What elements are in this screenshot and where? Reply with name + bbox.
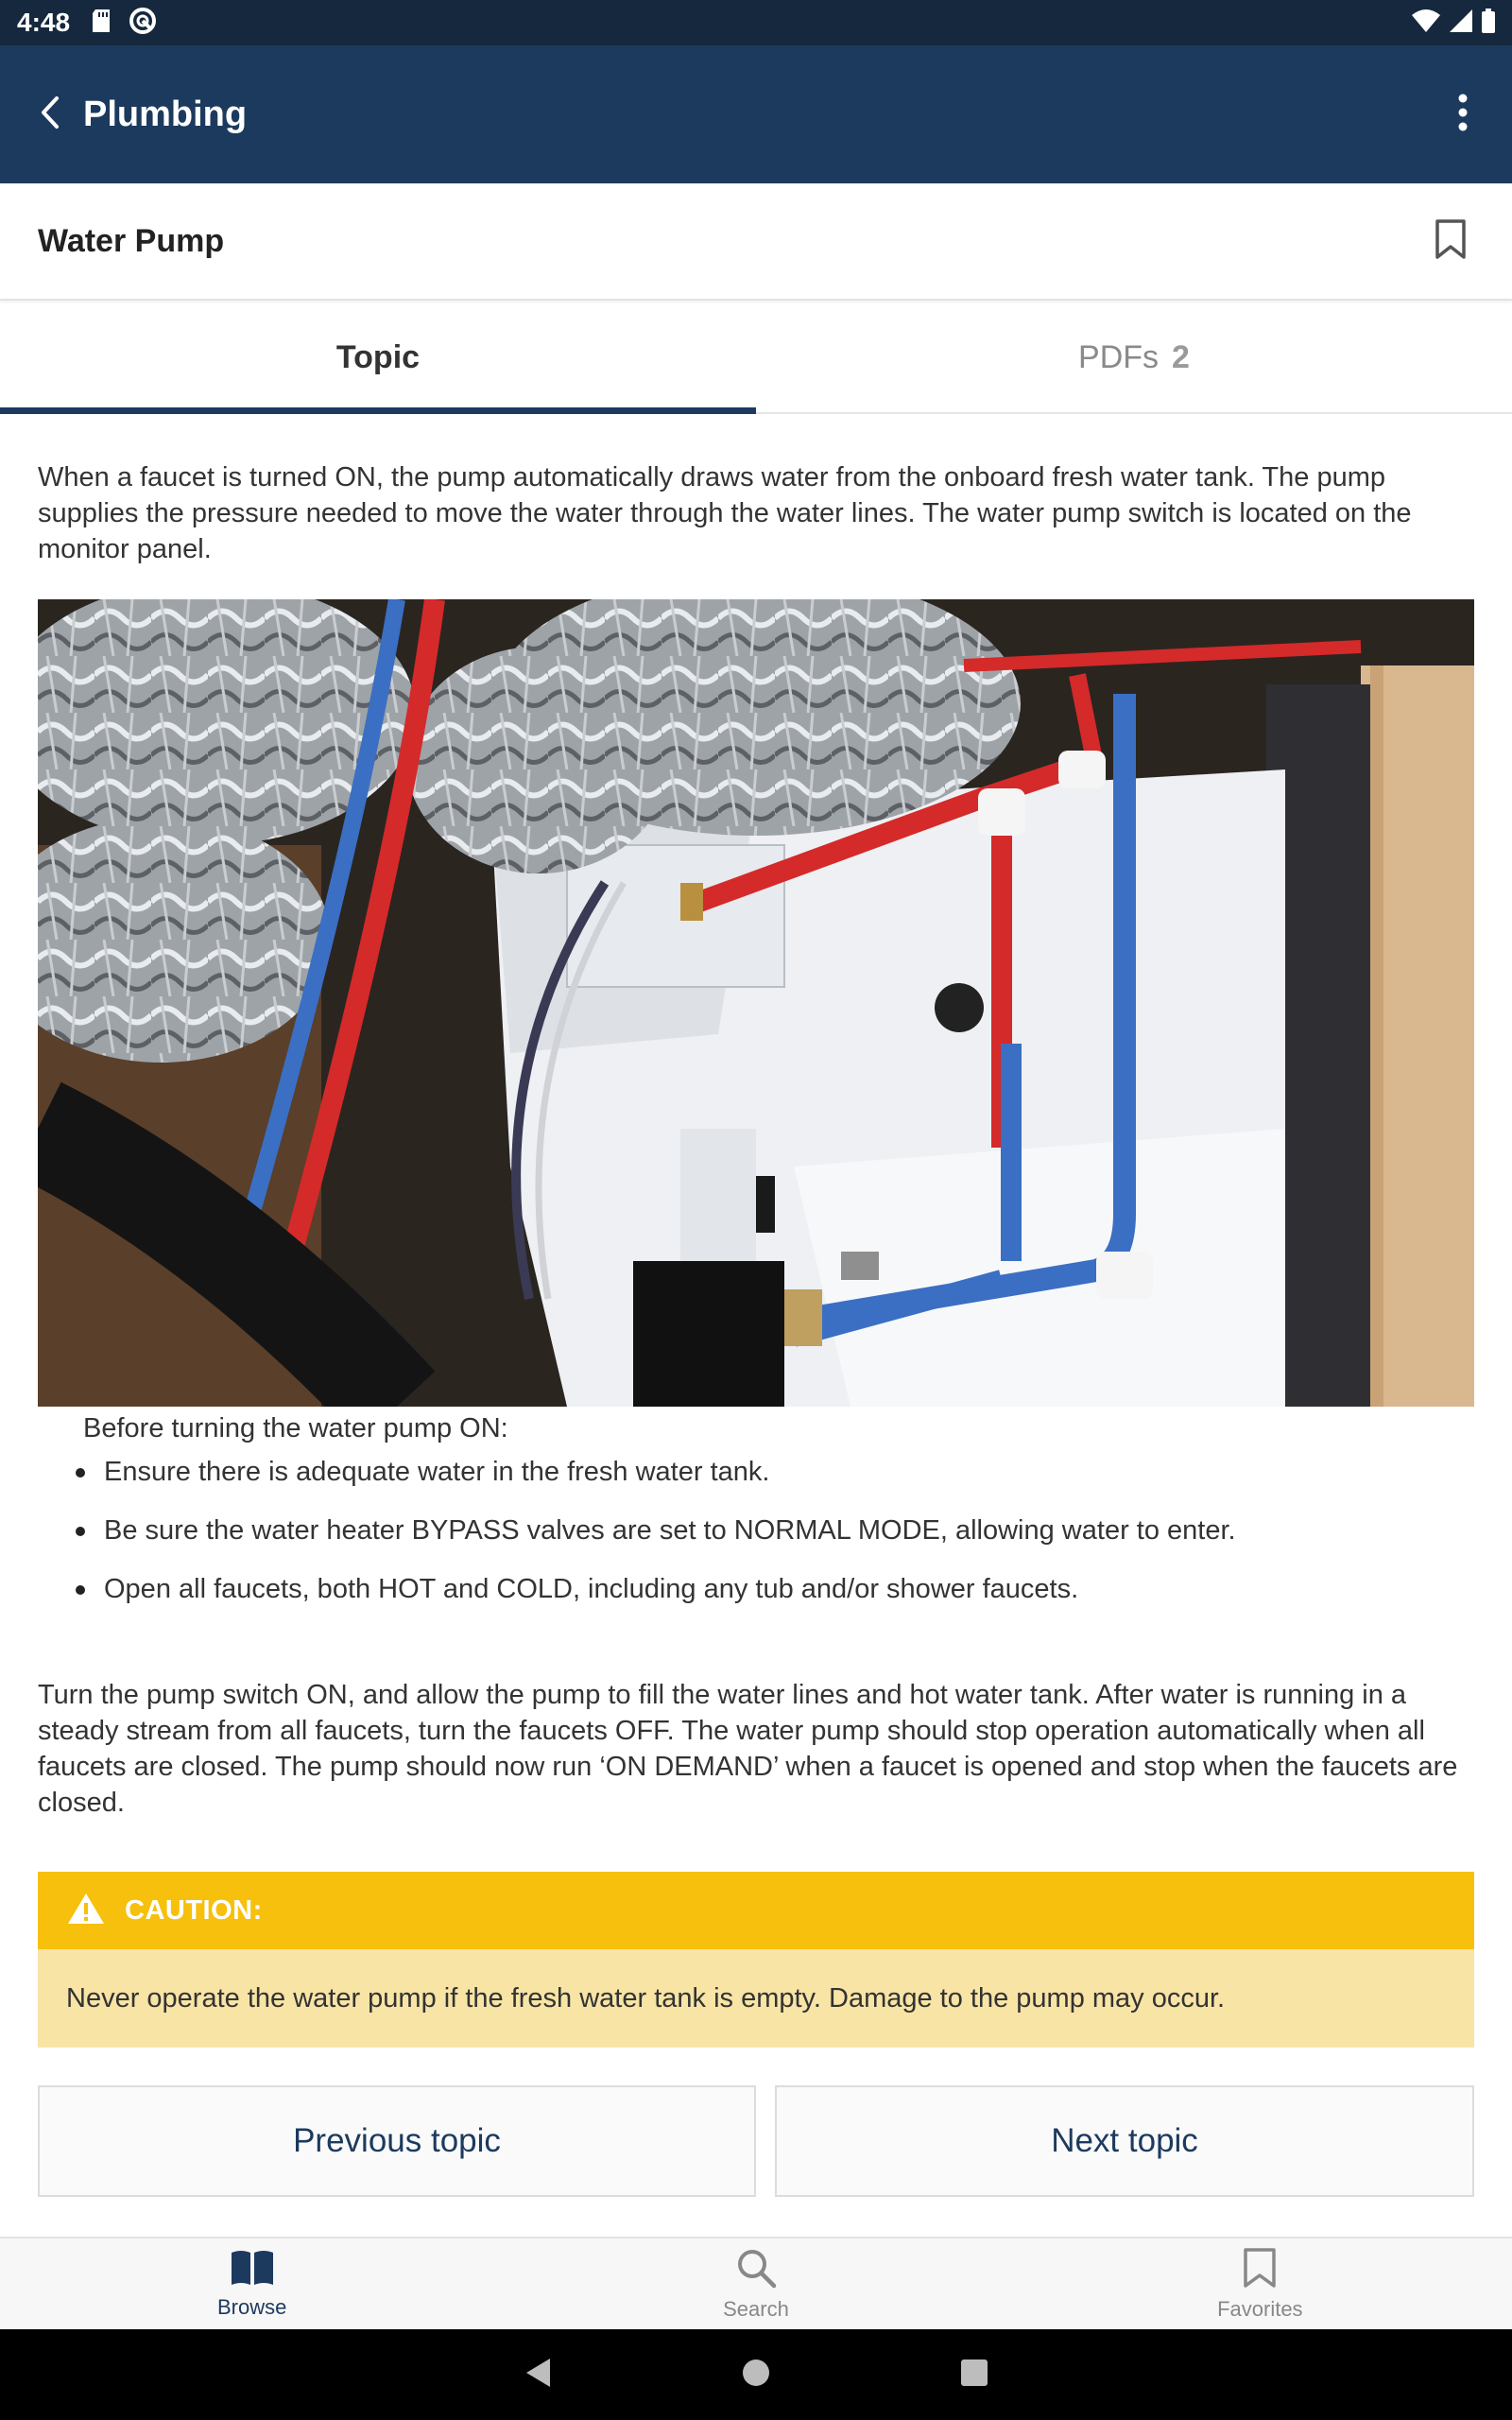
list-item: Open all faucets, both HOT and COLD, including any tub and/or shower faucets.	[38, 1571, 1474, 1607]
tab-bar	[0, 302, 1512, 414]
warning-icon	[66, 1892, 106, 1930]
tab-topic-label: Topic	[335, 338, 421, 375]
intro-paragraph: When a faucet is turned ON, the pump automatically draws water from the onboard fresh water tank. The pump supplies the pressure needed to move the water through the water lines. The water pump switch is located on the monitor panel.	[38, 462, 1412, 564]
previous-topic-button[interactable]: Previous topic	[38, 2085, 756, 2197]
bookmark-icon	[1435, 218, 1467, 265]
back-button[interactable]	[30, 86, 68, 143]
water-pump-photo	[38, 599, 1474, 1407]
tab-pdfs-label: PDFs	[1078, 338, 1160, 375]
bottom-nav-favorites[interactable]	[1008, 2238, 1512, 2329]
bottom-nav-browse[interactable]	[0, 2238, 504, 2329]
bookmark-button[interactable]	[1427, 213, 1474, 269]
topic-navigation	[38, 2085, 1474, 2197]
system-home-button[interactable]	[741, 2358, 771, 2393]
system-recents-button[interactable]	[960, 2359, 988, 2392]
bottom-nav	[0, 2237, 1512, 2329]
caution-box	[38, 1872, 1474, 2048]
system-nav-bar	[0, 2329, 1512, 2420]
caution-text: Never operate the water pump if the fresh water tank is empty. Damage to the pump may occur.	[38, 1949, 1474, 2048]
before-label: Before turning the water pump ON:	[83, 1413, 508, 1443]
more-options-button[interactable]	[1444, 86, 1482, 143]
tab-pdfs[interactable]	[756, 302, 1512, 412]
wifi-icon	[1412, 9, 1440, 37]
topic-title: Water Pump	[38, 222, 225, 259]
battery-icon	[1482, 9, 1495, 38]
caution-label: CAUTION:	[125, 1894, 263, 1926]
bottom-nav-search[interactable]	[504, 2238, 1007, 2329]
signal-icon	[1450, 9, 1472, 37]
tab-pdfs-count: 2	[1172, 338, 1190, 375]
topic-header	[0, 183, 1512, 301]
system-back-button[interactable]	[524, 2357, 552, 2394]
more-vertical-icon	[1457, 94, 1469, 136]
list-item: Be sure the water heater BYPASS valves are set to NORMAL MODE, allowing water to enter.	[38, 1512, 1474, 1548]
status-bar	[0, 0, 1512, 45]
bottom-nav-favorites-label: Favorites	[1217, 2296, 1303, 2321]
next-topic-button[interactable]: Next topic	[775, 2085, 1474, 2197]
list-item: Ensure there is adequate water in the fresh water tank.	[38, 1454, 1474, 1490]
chevron-left-icon	[38, 95, 60, 134]
procedure-paragraph: Turn the pump switch ON, and allow the pump to fill the water lines and hot water tank. After water is running in a steady stream from all faucets, turn the faucets OFF. The water pump should stop operation automatically when all faucets are closed. The pump should now run ‘ON DEMAND’ when a faucet is opened and stop when the faucets are closed.	[38, 1680, 1458, 1818]
topic-content	[38, 414, 1474, 2197]
app-bar	[0, 45, 1512, 183]
prep-list	[38, 1454, 1474, 1607]
caution-header	[38, 1872, 1474, 1949]
bookmark-icon	[1243, 2247, 1277, 2293]
sync-icon	[129, 7, 157, 40]
bottom-nav-search-label: Search	[723, 2296, 789, 2321]
bottom-nav-browse-label: Browse	[216, 2294, 287, 2319]
status-time: 4:48	[17, 8, 71, 37]
search-icon	[735, 2247, 777, 2293]
app-title: Plumbing	[83, 94, 248, 134]
tab-topic[interactable]	[0, 302, 756, 412]
book-open-icon	[230, 2249, 275, 2291]
sd-card-icon	[91, 9, 112, 38]
